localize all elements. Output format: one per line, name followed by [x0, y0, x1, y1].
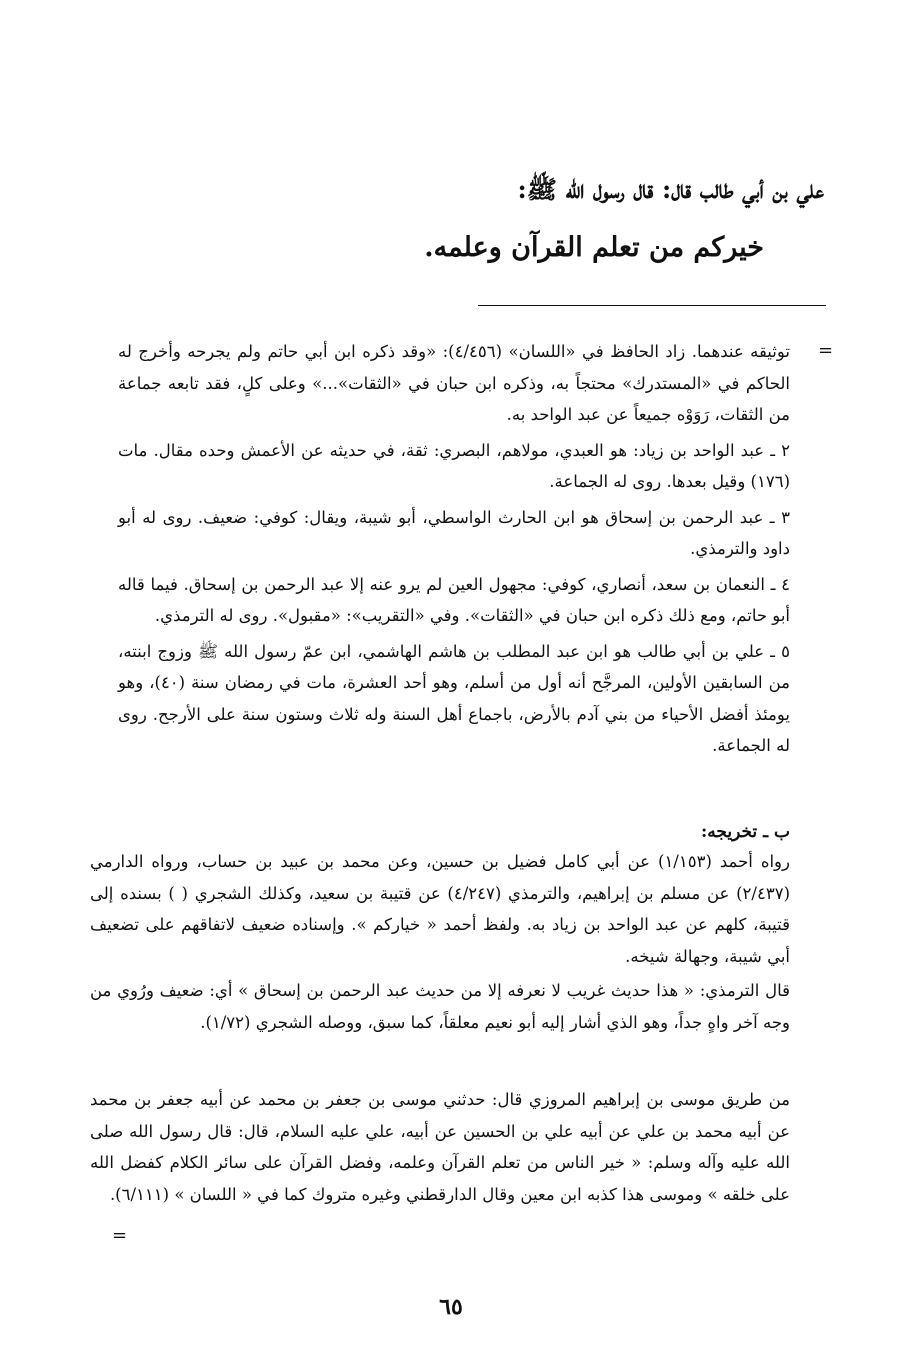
takhrij-paragraph: رواه أحمد (١/١٥٣) عن أبي كامل فضيل بن حسين، وعن محمد بن عبيد بن حساب، ورواه الدارمي (٢/٤٣٧) عن مسلم بن إبراهيم، والترمذي (٤/٢٤٧) عن قتيبة بن سعيد، وكذلك الشجري ( ) بسنده إلى قتيبة، كلهم عن عبد الواحد بن زياد به. ولفظ أحمد « خياركم ». وإسناده ضعيف لاتفاقهم على تضعيف أبي شيبة، وجهالة شيخه. — [90, 852, 790, 966]
continuation-mark: = — [818, 340, 834, 361]
takhrij-body — [90, 846, 790, 1041]
takhrij-heading: ب ـ تخريجه: — [700, 822, 790, 842]
note-paragraph: ٣ ـ عبد الرحمن بن إسحاق هو ابن الحارث الواسطي، أبو شيبة، ويقال: كوفي: ضعيف. روى له أبو داود والترمذي. — [118, 507, 790, 558]
page-number: ٦٥ — [439, 1294, 463, 1320]
hadith-chain-intro: علي بن أبي طالب قال: قال رسول الله ﷺ: — [517, 175, 824, 204]
note-paragraph: ٥ ـ علي بن أبي طالب هو ابن عبد المطلب بن هاشم الهاشمي، ابن عمّ رسول الله ﷺ وزوج ابنته، من السابقين الأولين، المرجَّح أنه أول من أسلم، وهو أحد العشرة، مات في رمضان سنة (٤٠)، وهو يومئذ أفضل الأحياء من بني آدم بالأرض، باجماع أهل السنة وله ثلاث وستون سنة على الأرجح. روى له الجماعة. — [118, 641, 790, 755]
note-paragraph: توثيقه عندهما. زاد الحافظ في «اللسان» (٤/٤٥٦): «وقد ذكره ابن أبي حاتم ولم يجرحه وأخرج له الحاكم في «المستدرك» محتجاً به، وذكره ابن حبان في «الثقات»...» وعلى كلٍ، فقد تابعه جماعة من الثقات، رَوَوْه جميعاً عن عبد الواحد به. — [118, 342, 790, 424]
note-paragraph: ٤ ـ النعمان بن سعد، أنصاري، كوفي: مجهول العين لم يرو عنه إلا عبد الرحمن بن إسحاق. فيما قاله أبو حاتم، ومع ذلك ذكره ابن حبان في «الثقات». وفي «التقريب»: «مقبول». روى له الترمذي. — [118, 574, 790, 625]
end-continuation-mark: = — [112, 1225, 128, 1246]
narrator-notes — [118, 336, 790, 766]
footnote-separator — [478, 305, 826, 306]
hadith-text: خيركم من تعلم القرآن وعلمه. — [424, 232, 764, 263]
takhrij-paragraph: قال الترمذي: « هذا حديث غريب لا نعرفه إلا من حديث عبد الرحمن بن إسحاق » أي: ضعيف ورُوي من وجه آخر واهٍ جداً، وهو الذي أشار إليه أبو نعيم معلقاً، كما سبق، ووصله الشجري (١/٧٢). — [90, 981, 790, 1032]
note-paragraph: ٢ ـ عبد الواحد بن زياد: هو العبدي، مولاهم، البصري: ثقة، في حديثه عن الأعمش وحده مقال. مات (١٧٦) وقيل بعدها. روى له الجماعة. — [118, 440, 790, 491]
extension-paragraph: من طريق موسى بن إبراهيم المروزي قال: حدثني موسى بن جعفر بن محمد عن أبيه جعفر بن محمد عن أبيه محمد بن علي عن أبيه علي بن الحسين عن أبيه، علي عليه السلام، قال: قال رسول الله صلى الله عليه وآله وسلم: « خير الناس من تعلم القرآن وعلمه، وفضل القرآن على سائر الكلام كفضل الله على خلقه » وموسى هذا كذبه ابن معين وقال الدارقطني وغيره متروك كما في « اللسان » (٦/١١١). — [90, 1090, 790, 1204]
